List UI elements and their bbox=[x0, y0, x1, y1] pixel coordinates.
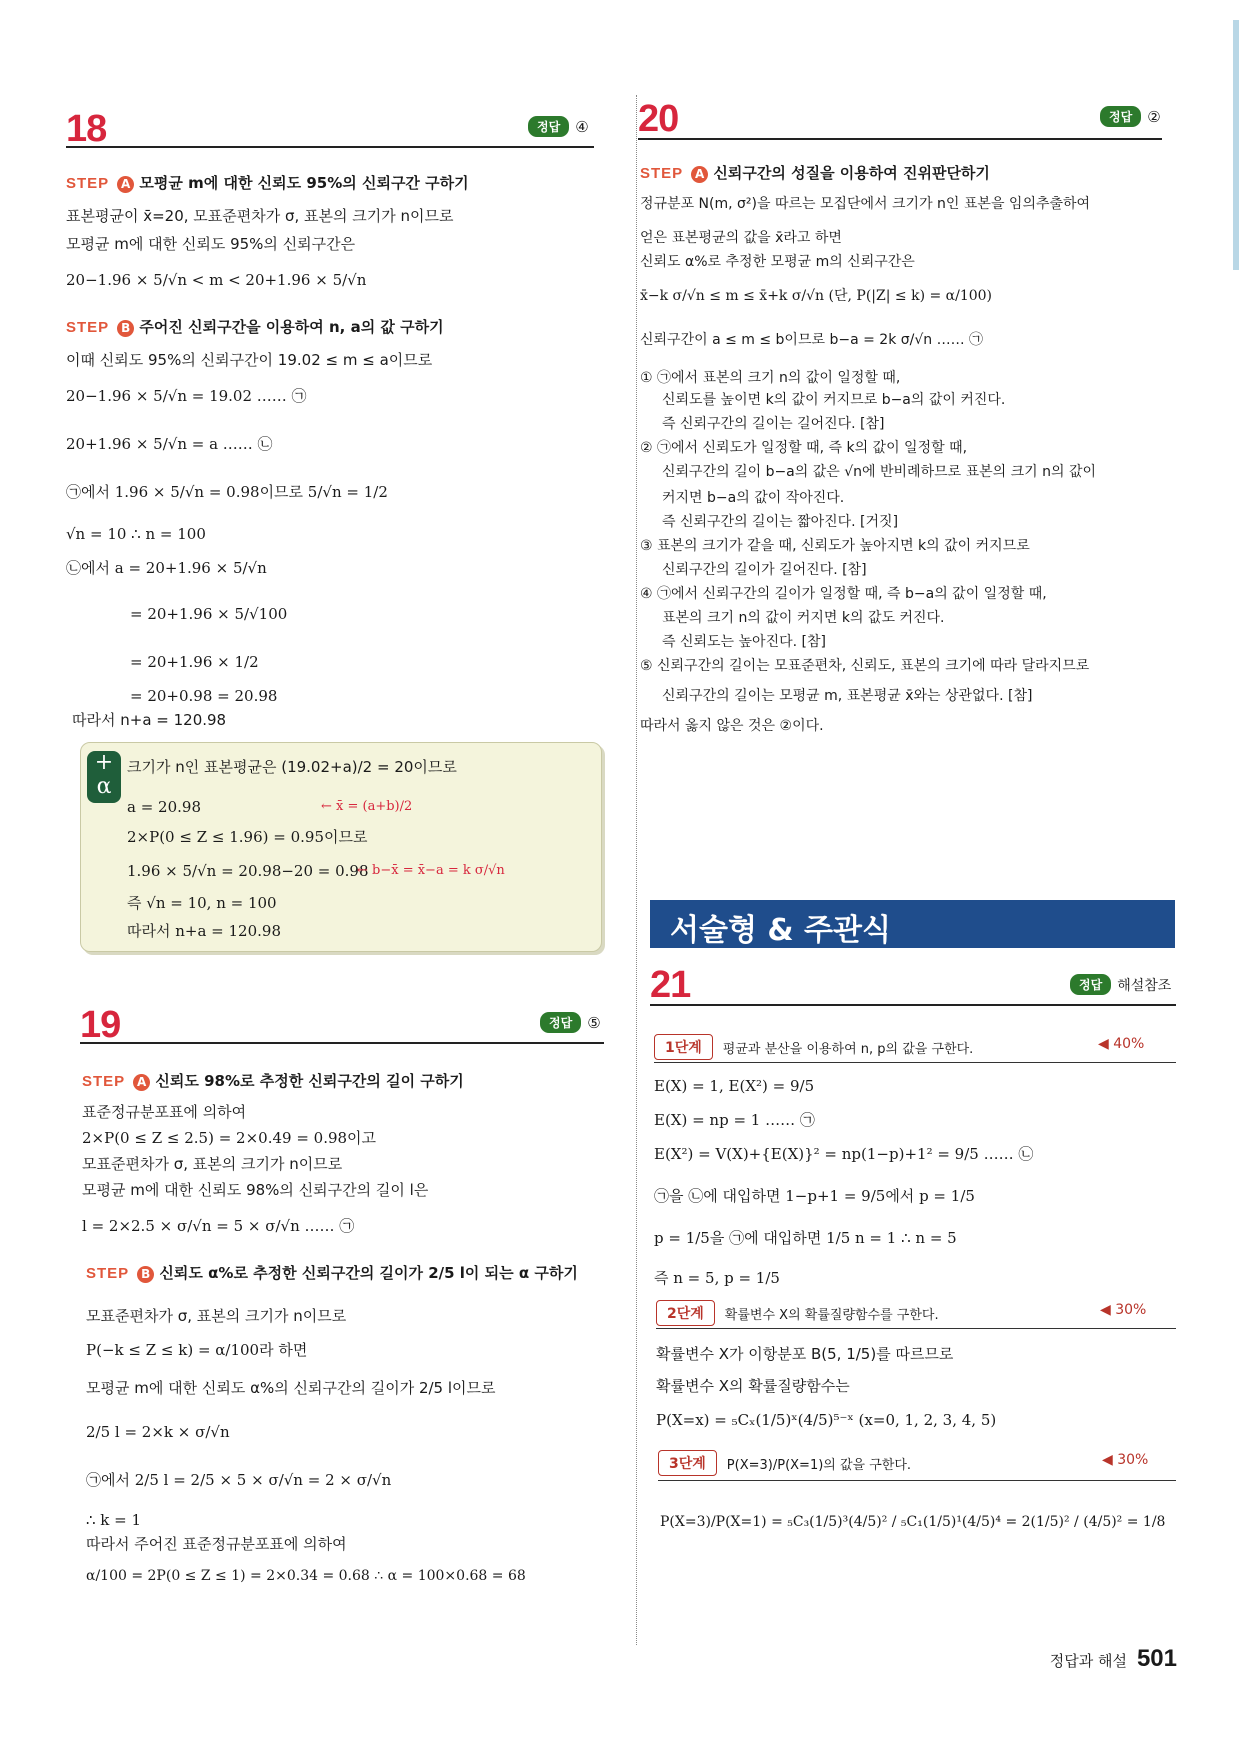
step-tag: STEP bbox=[82, 1073, 126, 1090]
problem-21-answer bbox=[1070, 974, 1171, 995]
p20-step-a-heading bbox=[640, 162, 990, 183]
p18-b-line: = 20+1.96 × 1/2 bbox=[130, 653, 259, 671]
answer-badge: 정답 bbox=[1070, 974, 1111, 995]
p18-tip-box bbox=[80, 742, 602, 952]
p18-b-line: ㉡에서 a = 20+1.96 × 5/√n bbox=[66, 559, 267, 577]
p19-a-line: 2×P(0 ≤ Z ≤ 2.5) = 2×0.49 = 0.98이고 bbox=[82, 1129, 377, 1147]
p21-s1-line: E(X) = 1, E(X²) = 9/5 bbox=[654, 1077, 815, 1095]
p20-line: 얻은 표본평균의 값을 x̄라고 하면 bbox=[640, 230, 842, 246]
p21-s1-line: p = 1/5을 ㉠에 대입하면 1/5 n = 1 ∴ n = 5 bbox=[654, 1229, 957, 1247]
p19-a-line: 모표준편차가 σ, 표본의 크기가 n이므로 bbox=[82, 1155, 343, 1173]
step-tag: STEP bbox=[640, 165, 684, 182]
p21-s2-line: 확률변수 X가 이항분포 B(5, 1/5)를 따르므로 bbox=[656, 1345, 954, 1363]
step-letter: B bbox=[137, 1266, 154, 1283]
p20-line: ③ 표본의 크기가 같을 때, 신뢰도가 높아지면 k의 값이 커지므로 bbox=[640, 538, 1030, 554]
p21-s3-line: P(X=3)/P(X=1) = ₅C₃(1/5)³(4/5)² / ₅C₁(1/5)¹(4/5)⁴ = 2(1/5)² / (4/5)² = 1/8 bbox=[660, 1514, 1166, 1530]
tip-line: 따라서 n+a = 120.98 bbox=[127, 922, 282, 940]
page-edge-strip bbox=[1233, 20, 1239, 270]
footer-text: 정답과 해설 bbox=[1049, 1652, 1127, 1670]
answer-badge: 정답 bbox=[528, 116, 569, 137]
p19-b-line: ∴ k = 1 bbox=[86, 1511, 142, 1529]
problem-18-answer bbox=[528, 116, 589, 137]
p18-b-line: √n = 10 ∴ n = 100 bbox=[66, 525, 206, 543]
column-divider bbox=[636, 95, 637, 1645]
p20-line: 즉 신뢰구간의 길이는 길어진다. [참] bbox=[662, 416, 885, 432]
p20-line: 즉 신뢰구간의 길이는 짧아진다. [거짓] bbox=[662, 514, 899, 530]
stage-percent: ◀ 30% bbox=[1102, 1452, 1149, 1468]
problem-18-number: 18 bbox=[66, 108, 107, 150]
tip-note: ← x̄ = (a+b)/2 bbox=[321, 799, 413, 814]
tip-line: 크기가 n인 표본평균은 (19.02+a)/2 = 20이므로 bbox=[127, 758, 457, 776]
answer-badge: 정답 bbox=[1100, 106, 1141, 127]
p19-a-line: l = 2×2.5 × σ/√n = 5 × σ/√n …… ㉠ bbox=[82, 1217, 355, 1235]
step-tag: STEP bbox=[66, 175, 110, 192]
answer-badge: 정답 bbox=[540, 1012, 581, 1033]
p18-b-line: 따라서 n+a = 120.98 bbox=[72, 711, 227, 729]
p20-line: ⑤ 신뢰구간의 길이는 모표준편차, 신뢰도, 표본의 크기에 따라 달라지므로 bbox=[640, 658, 1090, 674]
p20-line: ② ㉠에서 신뢰도가 일정할 때, 즉 k의 값이 일정할 때, bbox=[640, 440, 968, 456]
stage-label: 3단계 bbox=[658, 1450, 717, 1476]
p19-b-line: α/100 = 2P(0 ≤ Z ≤ 1) = 2×0.34 = 0.68 ∴ α = 100×0.68 = 68 bbox=[86, 1568, 526, 1584]
p19-b-line: 2/5 l = 2×k × σ/√n bbox=[86, 1423, 230, 1441]
answer-value: ② bbox=[1147, 107, 1161, 126]
p21-stage-2 bbox=[656, 1300, 939, 1326]
p18-step-b-heading bbox=[66, 316, 444, 337]
stage-label: 1단계 bbox=[654, 1034, 713, 1060]
p21-stage-1 bbox=[654, 1034, 973, 1060]
step-title: 모평균 m에 대한 신뢰도 95%의 신뢰구간 구하기 bbox=[139, 174, 469, 192]
p20-line: 따라서 옳지 않은 것은 ②이다. bbox=[640, 718, 824, 734]
p19-step-a-heading bbox=[82, 1070, 464, 1091]
tip-note: ← b−x̄ = x̄−a = k σ/√n bbox=[357, 863, 505, 878]
problem-20-rule bbox=[638, 138, 1162, 140]
problem-21-number: 21 bbox=[650, 964, 691, 1006]
p18-b-line: ㉠에서 1.96 × 5/√n = 0.98이므로 5/√n = 1/2 bbox=[66, 483, 388, 501]
p18-a-line: 표본평균이 x̄=20, 모표준편차가 σ, 표본의 크기가 n이므로 bbox=[66, 207, 454, 225]
stage-percent: ◀ 30% bbox=[1100, 1302, 1147, 1318]
answer-value: ⑤ bbox=[587, 1013, 601, 1032]
p18-b-line: 20−1.96 × 5/√n = 19.02 …… ㉠ bbox=[66, 387, 307, 405]
stage-text: 확률변수 X의 확률질량함수를 구한다. bbox=[724, 1307, 939, 1323]
p18-b-line: 이때 신뢰도 95%의 신뢰구간이 19.02 ≤ m ≤ a이므로 bbox=[66, 351, 433, 369]
problem-20-number: 20 bbox=[638, 98, 679, 140]
stage-rule bbox=[656, 1328, 1176, 1329]
p21-s1-line: E(X²) = V(X)+{E(X)}² = np(1−p)+1² = 9/5 …… ㉡ bbox=[654, 1145, 1034, 1163]
p19-b-line: 모평균 m에 대한 신뢰도 α%의 신뢰구간의 길이가 2/5 l이므로 bbox=[86, 1379, 496, 1397]
step-title: 신뢰구간의 성질을 이용하여 진위판단하기 bbox=[713, 164, 990, 182]
p18-a-line: 모평균 m에 대한 신뢰도 95%의 신뢰구간은 bbox=[66, 235, 356, 253]
p18-step-a-heading bbox=[66, 172, 469, 193]
p21-s2-line: P(X=x) = ₅Cₓ(1/5)ˣ(4/5)⁵⁻ˣ (x=0, 1, 2, 3, 4, 5) bbox=[656, 1411, 997, 1429]
p21-s1-line: ㉠을 ㉡에 대입하면 1−p+1 = 9/5에서 p = 1/5 bbox=[654, 1187, 975, 1205]
p20-line: 신뢰구간의 길이 b−a의 값은 √n에 반비례하므로 표본의 크기 n의 값이 bbox=[662, 464, 1097, 480]
step-title: 신뢰도 98%로 추정한 신뢰구간의 길이 구하기 bbox=[155, 1072, 464, 1090]
p20-line: 신뢰구간이 a ≤ m ≤ b이므로 b−a = 2k σ/√n …… ㉠ bbox=[640, 332, 984, 348]
step-letter: A bbox=[691, 166, 708, 183]
p20-line: x̄−k σ/√n ≤ m ≤ x̄+k σ/√n (단, P(|Z| ≤ k) = α/100) bbox=[640, 288, 993, 304]
p20-line: ④ ㉠에서 신뢰구간의 길이가 일정할 때, 즉 b−a의 값이 일정할 때, bbox=[640, 586, 1047, 602]
section-banner-title: 서술형 & 주관식 bbox=[670, 913, 891, 948]
p21-s1-line: E(X) = np = 1 …… ㉠ bbox=[654, 1111, 815, 1129]
plus-alpha-icon: + α bbox=[87, 751, 121, 803]
step-tag: STEP bbox=[86, 1265, 130, 1282]
tip-line: 즉 √n = 10, n = 100 bbox=[127, 894, 277, 912]
page-footer bbox=[1050, 1645, 1177, 1673]
answer-value: 해설참조 bbox=[1117, 977, 1172, 994]
p20-line: 신뢰도를 높이면 k의 값이 커지므로 b−a의 값이 커진다. bbox=[662, 392, 1006, 408]
problem-19-number: 19 bbox=[80, 1004, 121, 1046]
p19-b-line: ㉠에서 2/5 l = 2/5 × 5 × σ/√n = 2 × σ/√n bbox=[86, 1471, 392, 1489]
p19-b-line: P(−k ≤ Z ≤ k) = α/100라 하면 bbox=[86, 1341, 308, 1359]
stage-percent: ◀ 40% bbox=[1098, 1036, 1145, 1052]
stage-text: P(X=3)/P(X=1)의 값을 구한다. bbox=[726, 1457, 912, 1473]
tip-line: 2×P(0 ≤ Z ≤ 1.96) = 0.95이므로 bbox=[127, 828, 368, 846]
p19-a-line: 모평균 m에 대한 신뢰도 98%의 신뢰구간의 길이 l은 bbox=[82, 1181, 429, 1199]
p20-line: 즉 신뢰도는 높아진다. [참] bbox=[662, 634, 826, 650]
step-title: 주어진 신뢰구간을 이용하여 n, a의 값 구하기 bbox=[139, 318, 444, 336]
tip-line: 1.96 × 5/√n = 20.98−20 = 0.98 bbox=[127, 862, 369, 880]
problem-18-rule bbox=[66, 146, 594, 148]
p21-s2-line: 확률변수 X의 확률질량함수는 bbox=[656, 1377, 850, 1395]
p20-line: 커지면 b−a의 값이 작아진다. bbox=[662, 490, 845, 506]
tip-line: a = 20.98 bbox=[127, 798, 201, 816]
problem-21-rule bbox=[650, 1004, 1176, 1006]
step-tag: STEP bbox=[66, 319, 110, 336]
p18-b-line: 20+1.96 × 5/√n = a …… ㉡ bbox=[66, 435, 273, 453]
p19-b-line: 따라서 주어진 표준정규분포표에 의하여 bbox=[86, 1535, 347, 1553]
stage-rule bbox=[654, 1062, 1176, 1063]
problem-20-answer bbox=[1100, 106, 1161, 127]
p21-s1-line: 즉 n = 5, p = 1/5 bbox=[654, 1269, 780, 1287]
stage-label: 2단계 bbox=[656, 1300, 715, 1326]
step-letter: A bbox=[133, 1074, 150, 1091]
p18-a-line: 20−1.96 × 5/√n < m < 20+1.96 × 5/√n bbox=[66, 271, 367, 289]
problem-19-answer bbox=[540, 1012, 601, 1033]
answer-value: ④ bbox=[575, 117, 589, 136]
step-letter: A bbox=[117, 176, 134, 193]
p20-line: 정규분포 N(m, σ²)을 따르는 모집단에서 크기가 n인 표본을 임의추출하여 bbox=[640, 196, 1091, 212]
p21-stage-3 bbox=[658, 1450, 911, 1476]
page-number: 501 bbox=[1136, 1645, 1177, 1672]
p20-line: 표본의 크기 n의 값이 커지면 k의 값도 커진다. bbox=[662, 610, 945, 626]
p20-line: 신뢰구간의 길이는 모평균 m, 표본평균 x̄와는 상관없다. [참] bbox=[662, 688, 1033, 704]
p18-b-line: = 20+1.96 × 5/√100 bbox=[130, 605, 288, 623]
problem-19-rule bbox=[80, 1042, 604, 1044]
p19-b-line: 모표준편차가 σ, 표본의 크기가 n이므로 bbox=[86, 1307, 347, 1325]
p19-a-line: 표준정규분포표에 의하여 bbox=[82, 1103, 247, 1121]
step-letter: B bbox=[117, 320, 134, 337]
stage-text: 평균과 분산을 이용하여 n, p의 값을 구한다. bbox=[722, 1041, 974, 1057]
p19-step-b-heading bbox=[86, 1262, 578, 1283]
p20-line: ① ㉠에서 표본의 크기 n의 값이 일정할 때, bbox=[640, 370, 901, 386]
p20-line: 신뢰도 α%로 추정한 모평균 m의 신뢰구간은 bbox=[640, 254, 915, 270]
stage-rule bbox=[658, 1480, 1176, 1481]
p18-b-line: = 20+0.98 = 20.98 bbox=[130, 687, 278, 705]
step-title: 신뢰도 α%로 추정한 신뢰구간의 길이가 2/5 l이 되는 α 구하기 bbox=[159, 1264, 578, 1282]
p20-line: 신뢰구간의 길이가 길어진다. [참] bbox=[662, 562, 867, 578]
